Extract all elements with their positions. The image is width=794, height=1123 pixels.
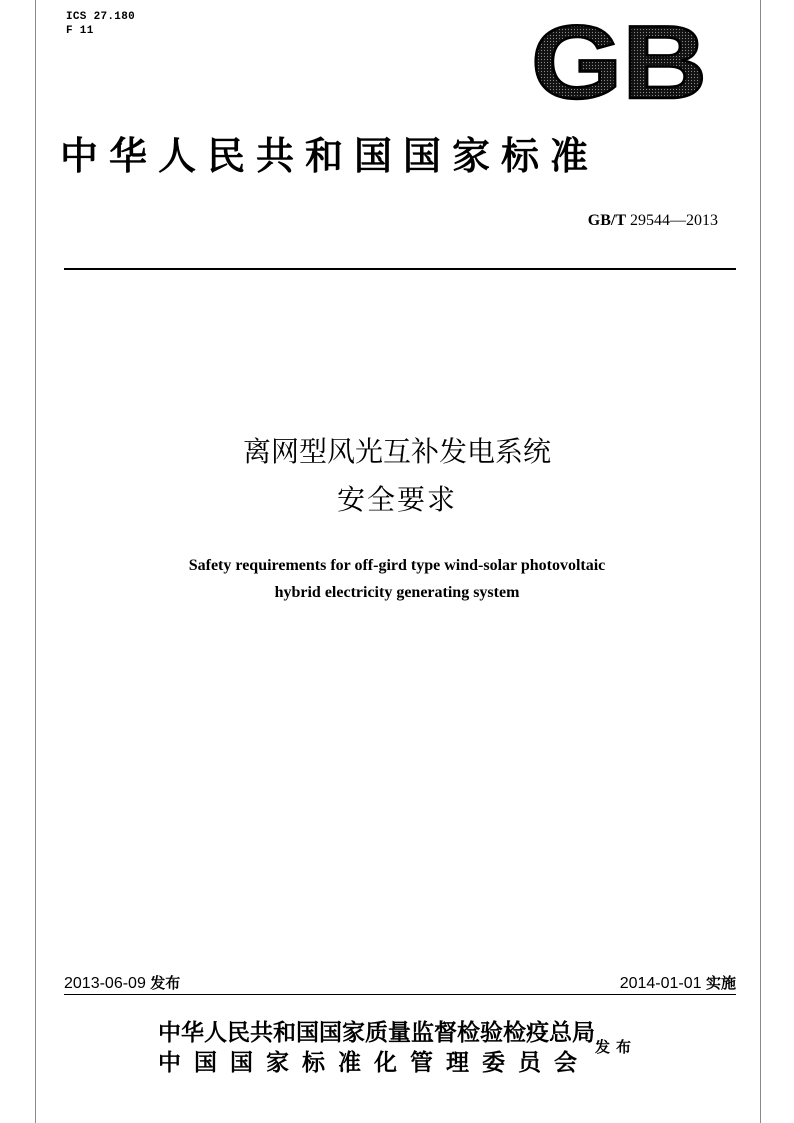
- issue-date-line: [64, 972, 180, 993]
- issuers-block: [158, 1018, 595, 1078]
- standard-number: 29544—2013: [630, 212, 718, 229]
- issue-label: 发布: [150, 974, 181, 992]
- title-cn-line2: 安全要求: [336, 483, 457, 516]
- title-en-line2: hybrid electricity generating system: [274, 584, 520, 601]
- implementation-label: 实施: [705, 974, 736, 992]
- implementation-date-line: [620, 972, 736, 993]
- org-title: 中华人民共和国国家标准: [60, 133, 600, 178]
- standard-prefix: GB/T: [587, 212, 626, 229]
- title-en-line1: Safety requirements for off-gird type wind-solar photovoltaic: [188, 557, 606, 574]
- top-divider: [64, 268, 736, 270]
- issue-date: 2013-06-09: [64, 975, 146, 992]
- ccs-code: F 11: [66, 25, 94, 37]
- issuer-aqsiq: 中华人民共和国国家质量监督检验检疫总局: [158, 1019, 595, 1046]
- ics-code: ICS 27.180: [66, 11, 136, 23]
- title-cn-line1: 离网型风光互补发电系统: [242, 435, 551, 468]
- classification-codes: [66, 10, 135, 38]
- implementation-date: 2014-01-01: [619, 975, 702, 992]
- gb-logo: [528, 16, 710, 106]
- bottom-divider: [64, 994, 736, 995]
- standard-number-line: [548, 212, 718, 230]
- gb-logo-text: GB: [531, 16, 707, 106]
- publish-label: 发布: [595, 1038, 638, 1056]
- issuer-sac: 中国国家标准化管理委员会: [158, 1049, 590, 1076]
